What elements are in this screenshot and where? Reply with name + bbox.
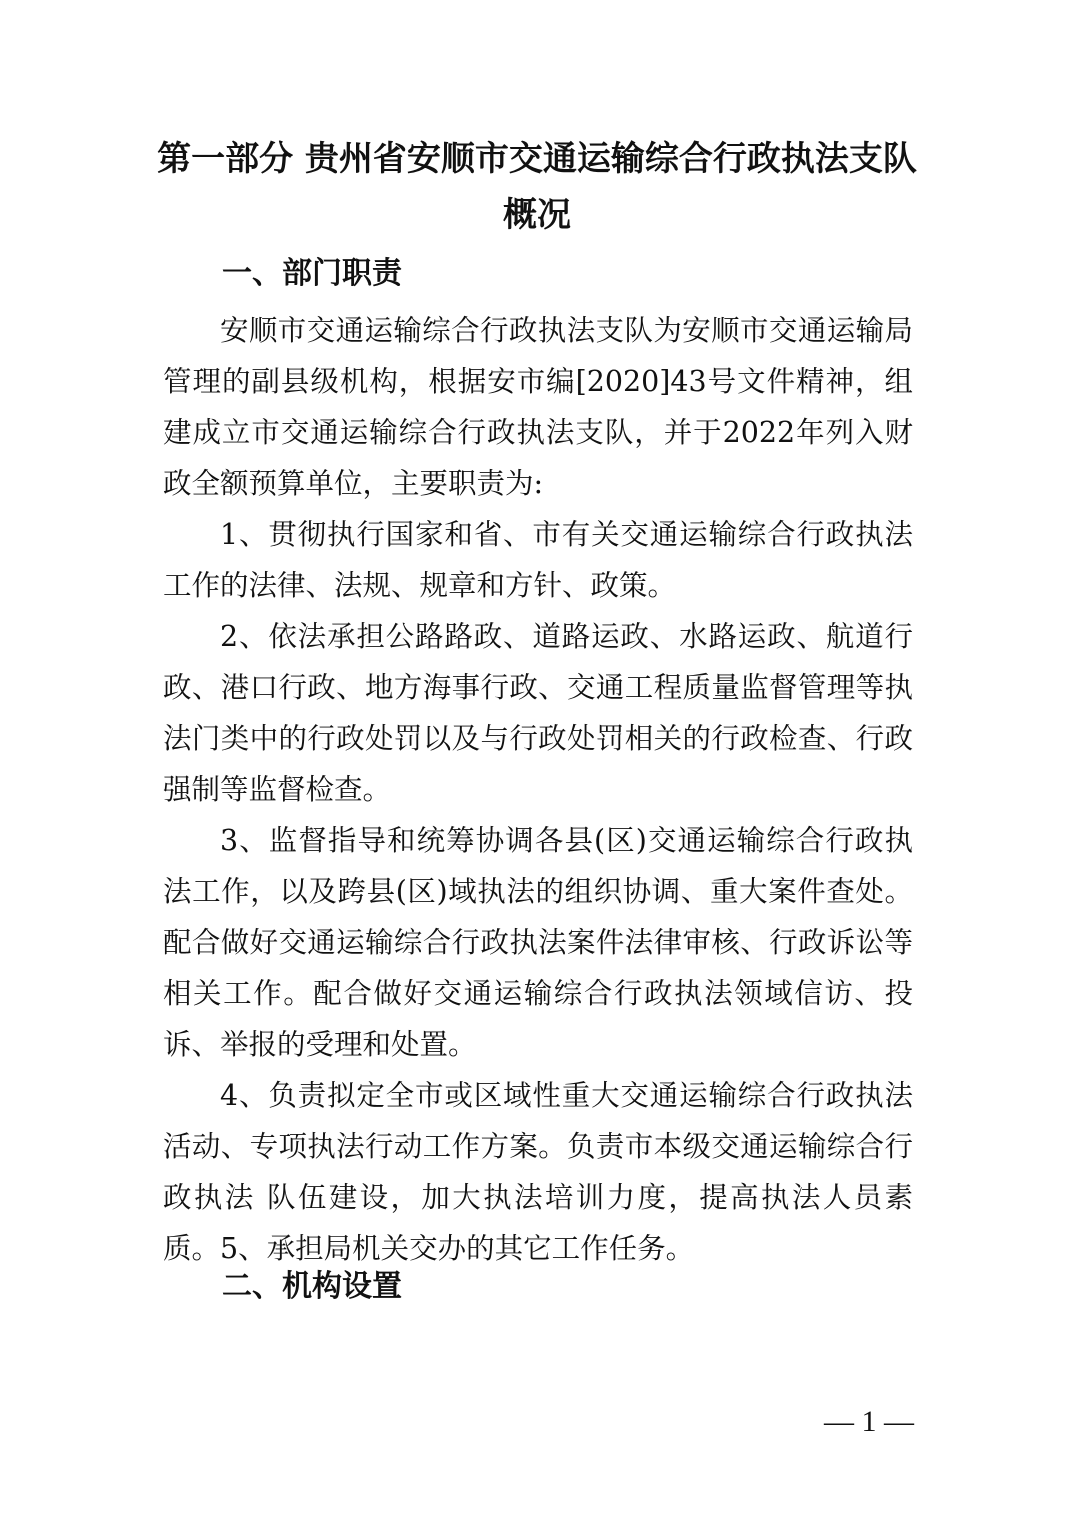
duty-item-4: 4、负责拟定全市或区域性重大交通运输综合行政执法活动、专项执法行动工作方案。负责市本级交通运输综合行政执法 队伍建设，加大执法培训力度，提高执法人员素质。 [163, 1079, 913, 1265]
intro-paragraph: 安顺市交通运输综合行政执法支队为安顺市交通运输局管理的副县级机构，根据安市编[2020]43号文件精神，组建成立市交通运输综合行政执法支队，并于2022年列入财政全额预算单位，主要职责为: [163, 314, 913, 500]
document-title-line1: 第一部分 贵州省安顺市交通运输综合行政执法支队 [157, 139, 917, 179]
page-number: — 1 — [824, 1405, 914, 1438]
duty-item-1: 1、贯彻执行国家和省、市有关交通运输综合行政执法工作的法律、法规、规章和方针、政策。 [163, 518, 913, 602]
duty-item-3: 3、监督指导和统筹协调各县(区)交通运输综合行政执法工作，以及跨县(区)域执法的组织协调、重大案件查处。配合做好交通运输综合行政执法案件法律审核、行政诉讼等相关工作。配合做好交通运输综合行政执法领域信访、投诉、举报的受理和处置。 [163, 824, 913, 1061]
document-title-line2: 概况 [503, 195, 571, 235]
duty-item-2: 2、依法承担公路路政、道路运政、水路运政、航道行政、港口行政、地方海事行政、交通工程质量监督管理等执法门类中的行政处罚以及与行政处罚相关的行政检查、行政强制等监督检查。 [163, 620, 913, 806]
duty-item-5: 5、承担局机关交办的其它工作任务。 [220, 1232, 695, 1265]
section-heading-duties: 一、部门职责 [222, 256, 402, 291]
section-heading-organization: 二、机构设置 [222, 1269, 402, 1304]
